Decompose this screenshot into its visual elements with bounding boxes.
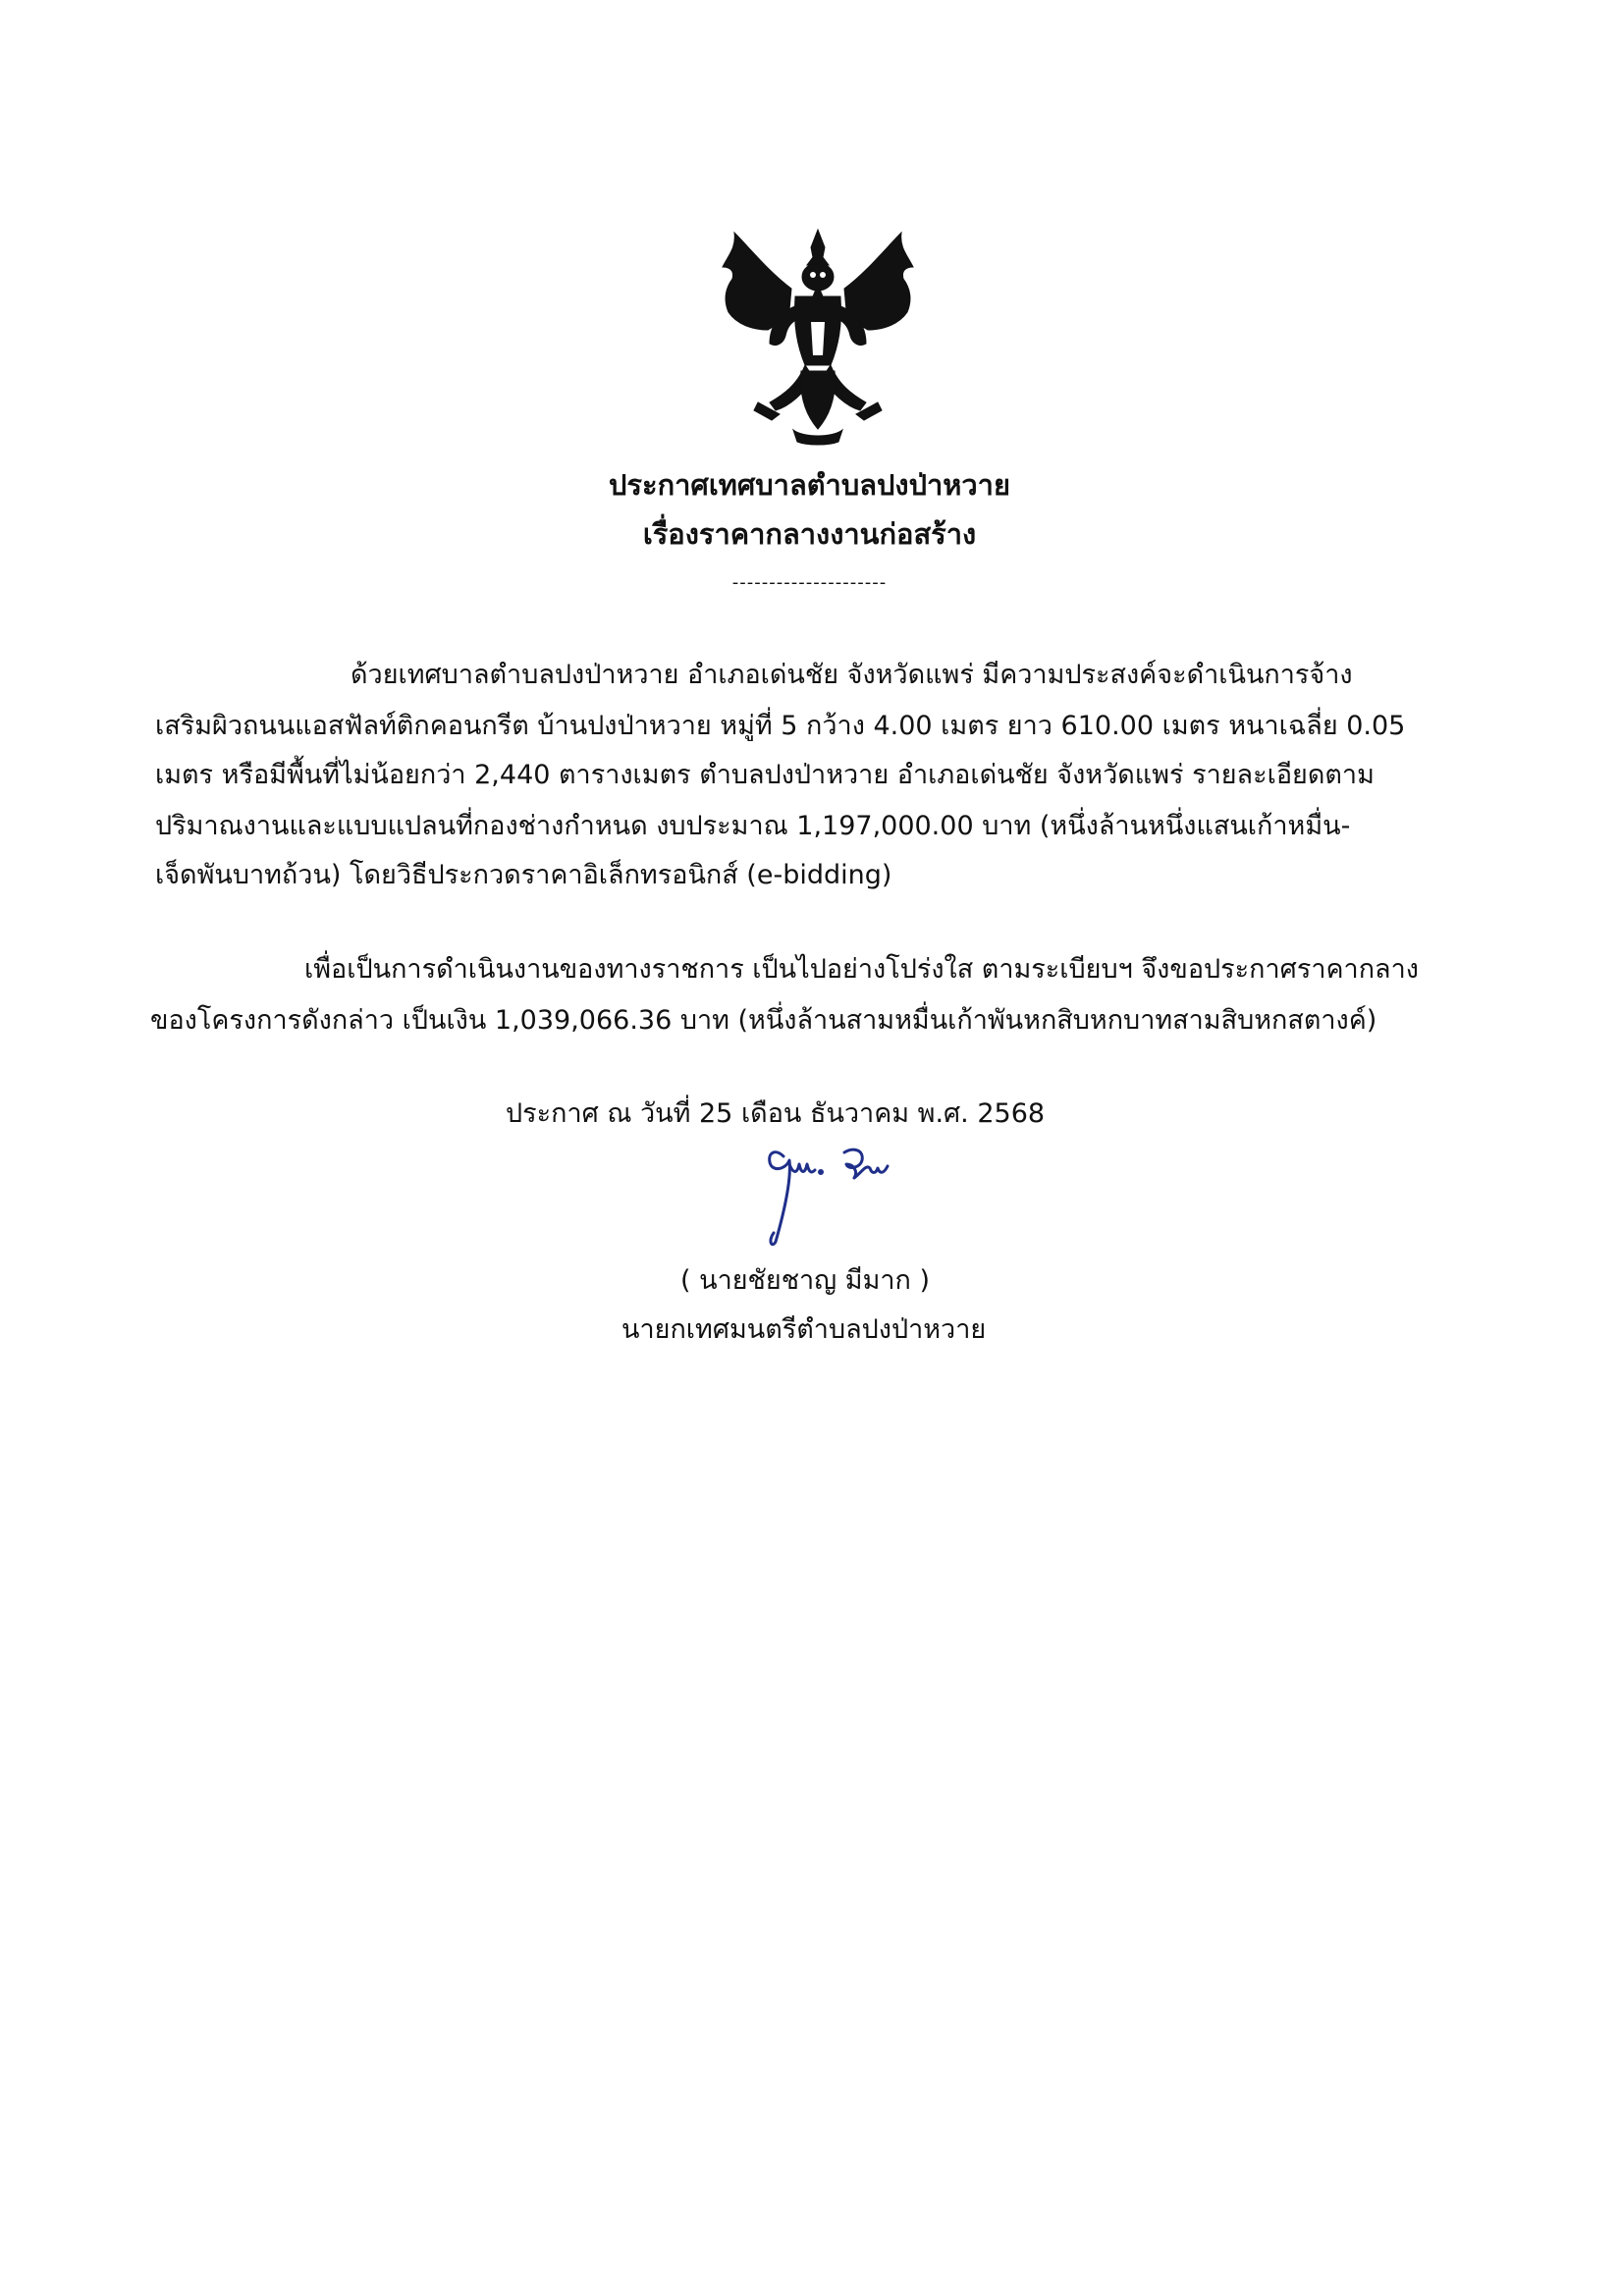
signature-icon <box>746 1139 923 1256</box>
announcement-title: ประกาศเทศบาลตำบลปงป่าหวาย <box>609 468 1010 502</box>
garuda-emblem-icon <box>715 228 921 446</box>
paragraph-1-line-5: เจ็ดพันบาทถ้วน) โดยวิธีประกวดราคาอิเล็กทรอนิกส์ (e-bidding) <box>155 860 892 890</box>
paragraph-1-line-4: ปริมาณงานและแบบแปลนที่กองช่างกำหนด งบประมาณ 1,197,000.00 บาท (หนึ่งล้านหนึ่งแสนเก้าหมื่น- <box>155 811 1351 841</box>
paragraph-1-line-1: ด้วยเทศบาลตำบลปงป่าหวาย อำเภอเด่นชัย จังหวัดแพร่ มีความประสงค์จะดำเนินการจ้าง <box>351 660 1353 690</box>
paragraph-1-line-3: เมตร หรือมีพื้นที่ไม่น้อยกว่า 2,440 ตารางเมตร ตำบลปงป่าหวาย อำเภอเด่นชัย จังหวัดแพร่ รายละเอียดตาม <box>155 760 1375 790</box>
signer-name: ( นายชัยชาญ มีมาก ) <box>680 1265 930 1296</box>
announcement-date: ประกาศ ณ วันที่ 25 เดือน ธันวาคม พ.ศ. 2568 <box>506 1098 1046 1129</box>
signer-position: นายกเทศมนตรีตำบลปงป่าหวาย <box>621 1314 987 1345</box>
paragraph-2-line-2: ของโครงการดังกล่าว เป็นเงิน 1,039,066.36 บาท (หนึ่งล้านสามหมื่นเก้าพันหกสิบหกบาทสามสิบหกสตางค์) <box>150 1005 1377 1036</box>
announcement-subject: เรื่องราคากลางงานก่อสร้าง <box>642 517 977 551</box>
title-divider: --------------------- <box>731 572 888 593</box>
paragraph-1-line-2: เสริมผิวถนนแอสฟัลท์ติกคอนกรีต บ้านปงป่าหวาย หมู่ที่ 5 กว้าง 4.00 เมตร ยาว 610.00 เมตร หนาเฉลี่ย 0.05 <box>155 711 1406 741</box>
paragraph-2-line-1: เพื่อเป็นการดำเนินงานของทางราชการ เป็นไปอย่างโปร่งใส ตามระเบียบฯ จึงขอประกาศราคากลาง <box>304 954 1419 985</box>
